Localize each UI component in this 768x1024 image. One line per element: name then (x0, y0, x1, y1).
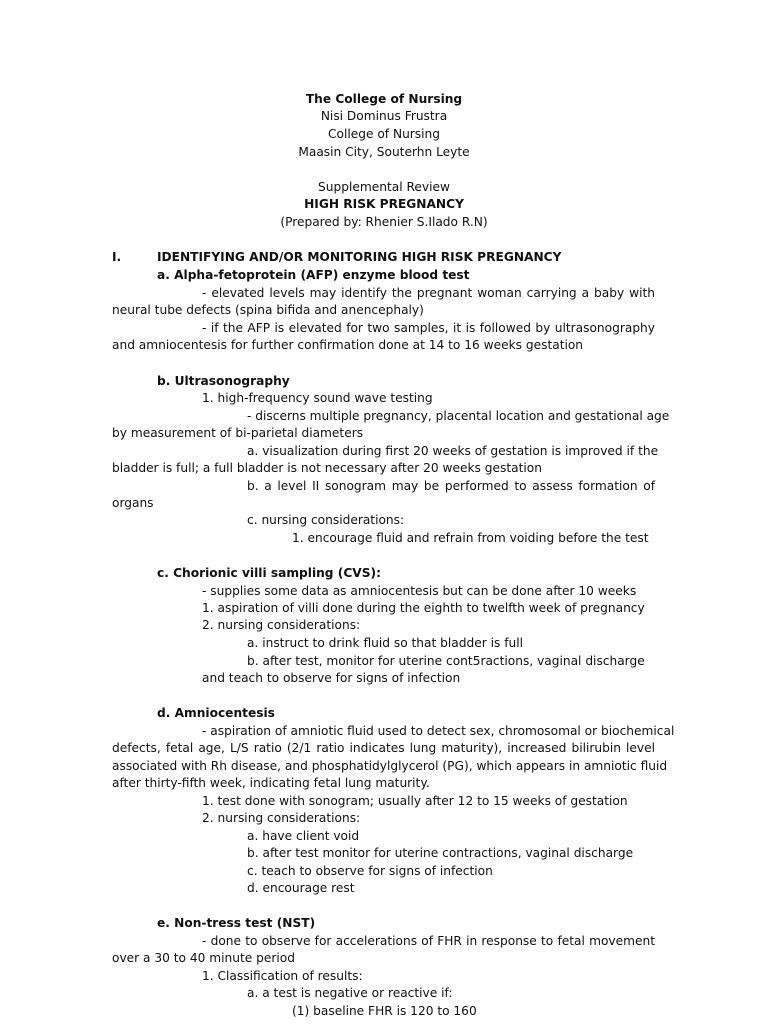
afp-line-3: - if the AFP is elevated for two samples, it is followed by ultrasonography (202, 321, 655, 335)
amniocentesis-line-7: a. have client void (247, 829, 360, 843)
ultrasonography-line-2: - discerns multiple pregnancy, placental location and gestational age (247, 409, 670, 423)
nst-line-4: a. a test is negative or reactive if: (247, 986, 453, 1000)
afp-line-2: neural tube defects (spina bifida and anencephaly) (112, 303, 424, 317)
document-topic: HIGH RISK PREGNANCY (304, 197, 464, 211)
ultrasonography-line-1: 1. high-frequency sound wave testing (202, 391, 433, 405)
afp-line-4: and amniocentesis for further confirmation done at 14 to 16 weeks gestation (112, 338, 584, 352)
college-title: The College of Nursing (305, 92, 463, 106)
amniocentesis-line-6: 2. nursing considerations: (202, 811, 361, 825)
cvs-line-4: a. instruct to drink fluid so that bladder is full (247, 636, 523, 650)
college-location: Maasin City, Souterhn Leyte (298, 145, 470, 159)
prepared-by: (Prepared by: Rhenier S.Ilado R.N) (280, 215, 488, 229)
nst-line-5: (1) baseline FHR is 120 to 160 (292, 1004, 477, 1018)
section-title: IDENTIFYING AND/OR MONITORING HIGH RISK PREGNANCY (157, 250, 562, 264)
cvs-line-3: 2. nursing considerations: (202, 618, 361, 632)
nst-line-3: 1. Classification of results: (202, 969, 363, 983)
amniocentesis-line-9: c. teach to observe for signs of infection (247, 864, 493, 878)
amniocentesis-line-10: d. encourage rest (247, 881, 355, 895)
cvs-line-5: b. after test, monitor for uterine cont5ractions, vaginal discharge (247, 654, 645, 668)
ultrasonography-line-7: organs (112, 496, 154, 510)
ultrasonography-line-4: a. visualization during first 20 weeks of gestation is improved if the (247, 444, 659, 458)
cvs-line-2: 1. aspiration of villi done during the eighth to twelfth week of pregnancy (202, 601, 645, 615)
ultrasonography-line-9: 1. encourage fluid and refrain from voiding before the test (292, 531, 649, 545)
afp-line-1: - elevated levels may identify the pregnant woman carrying a baby with (202, 286, 655, 300)
amniocentesis-line-4: after thirty-fifth week, indicating fetal lung maturity. (112, 776, 430, 790)
afp-heading: a. Alpha-fetoprotein (AFP) enzyme blood test (157, 268, 470, 282)
ultrasonography-line-3: by measurement of bi-parietal diameters (112, 426, 364, 440)
ultrasonography-line-6: b. a level II sonogram may be performed to assess formation of (247, 479, 655, 493)
ultrasonography-heading: b. Ultrasonography (157, 374, 290, 388)
cvs-heading: c. Chorionic villi sampling (CVS): (157, 566, 381, 580)
amniocentesis-line-5: 1. test done with sonogram; usually after 12 to 15 weeks of gestation (202, 794, 628, 808)
nst-heading: e. Non-tress test (NST) (157, 916, 316, 930)
college-name: College of Nursing (327, 127, 440, 141)
nst-line-1: - done to observe for accelerations of FHR in response to fetal movement (202, 934, 655, 948)
cvs-line-6: and teach to observe for signs of infection (202, 671, 461, 685)
amniocentesis-line-8: b. after test monitor for uterine contractions, vaginal discharge (247, 846, 634, 860)
amniocentesis-heading: d. Amniocentesis (157, 706, 275, 720)
section-number: I. (112, 250, 122, 264)
cvs-line-1: - supplies some data as amniocentesis but can be done after 10 weeks (202, 584, 637, 598)
ultrasonography-line-8: c. nursing considerations: (247, 513, 405, 527)
college-motto: Nisi Dominus Frustra (320, 109, 448, 123)
nst-line-2: over a 30 to 40 minute period (112, 951, 295, 965)
amniocentesis-line-2: defects, fetal age, L/S ratio (2/1 ratio indicates lung maturity), increased bilirubin level (112, 741, 655, 755)
ultrasonography-line-5: bladder is full; a full bladder is not necessary after 20 weeks gestation (112, 461, 542, 475)
document-type: Supplemental Review (318, 180, 450, 194)
amniocentesis-line-1: - aspiration of amniotic fluid used to detect sex, chromosomal or biochemical (202, 724, 675, 738)
amniocentesis-line-3: associated with Rh disease, and phosphatidylglycerol (PG), which appears in amniotic fluid (112, 759, 668, 773)
